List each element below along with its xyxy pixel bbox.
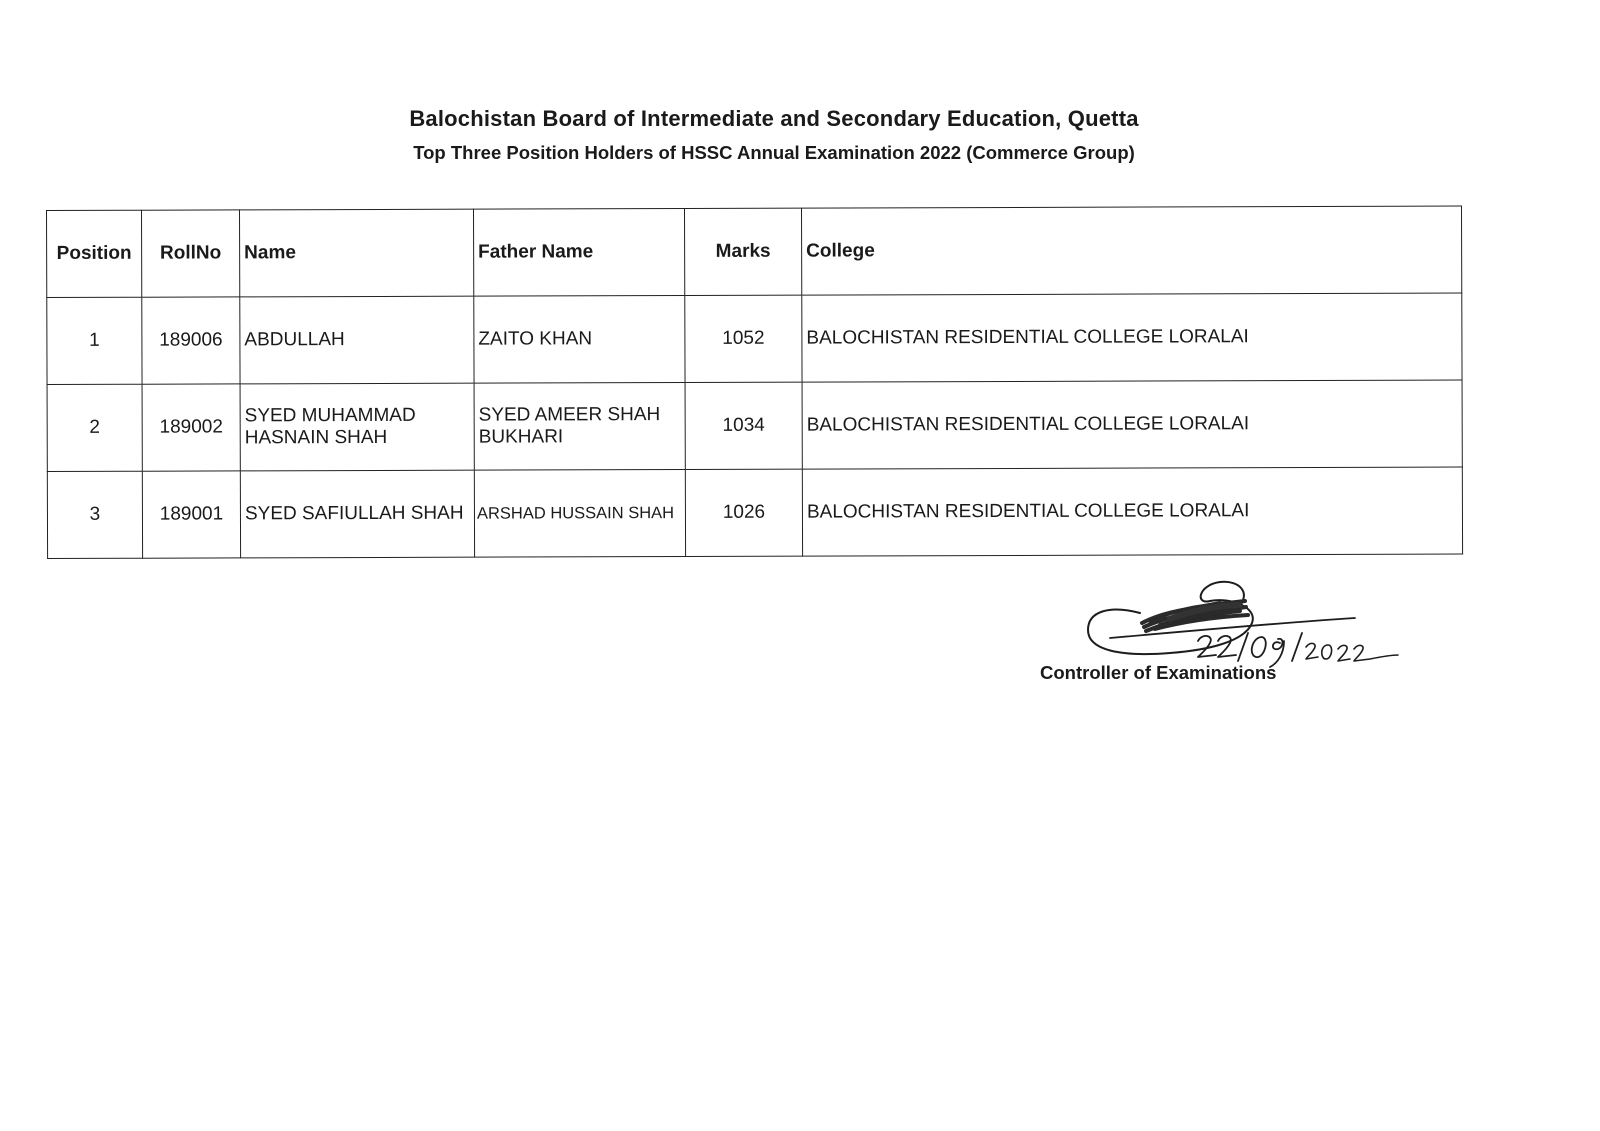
cell-father-name: ARSHAD HUSSAIN SHAH (474, 469, 685, 557)
cell-rollno: 189006 (142, 297, 240, 384)
cell-name: SYED MUHAMMAD HASNAIN SHAH (240, 383, 474, 471)
cell-father-name: ZAITO KHAN (474, 295, 685, 383)
cell-marks: 1034 (685, 382, 802, 469)
document-title: Balochistan Board of Intermediate and Secondary Education, Quetta (409, 106, 1139, 131)
table-row (47, 380, 1462, 471)
cell-marks: 1026 (685, 469, 802, 556)
header-name: Name (240, 209, 474, 297)
header-college: College (801, 206, 1461, 295)
cell-rollno: 189001 (142, 471, 240, 558)
header-rollno: RollNo (142, 210, 240, 297)
header-father-name: Father Name (473, 208, 684, 296)
table-row (47, 467, 1462, 558)
table-row (47, 293, 1462, 384)
cell-college: BALOCHISTAN RESIDENTIAL COLLEGE LORALAI (802, 467, 1462, 556)
cell-position: 1 (47, 297, 142, 384)
cell-father-name: SYED AMEER SHAH BUKHARI (474, 382, 685, 470)
table-header-row (47, 206, 1462, 297)
cell-name: SYED SAFIULLAH SHAH (240, 470, 474, 558)
cell-rollno: 189002 (142, 384, 240, 471)
header-marks: Marks (684, 208, 801, 295)
cell-marks: 1052 (685, 295, 802, 382)
cell-college: BALOCHISTAN RESIDENTIAL COLLEGE LORALAI (802, 293, 1462, 382)
cell-position: 2 (47, 384, 142, 471)
position-holders-table (46, 206, 1463, 559)
handwritten-signature (1080, 575, 1410, 675)
cell-college: BALOCHISTAN RESIDENTIAL COLLEGE LORALAI (802, 380, 1462, 469)
cell-name: ABDULLAH (240, 296, 474, 384)
controller-of-examinations-label: Controller of Examinations (1040, 662, 1277, 683)
cell-position: 3 (47, 471, 142, 558)
document-subtitle: Top Three Position Holders of HSSC Annual Examination 2022 (Commerce Group) (413, 142, 1135, 163)
header-position: Position (47, 210, 142, 297)
